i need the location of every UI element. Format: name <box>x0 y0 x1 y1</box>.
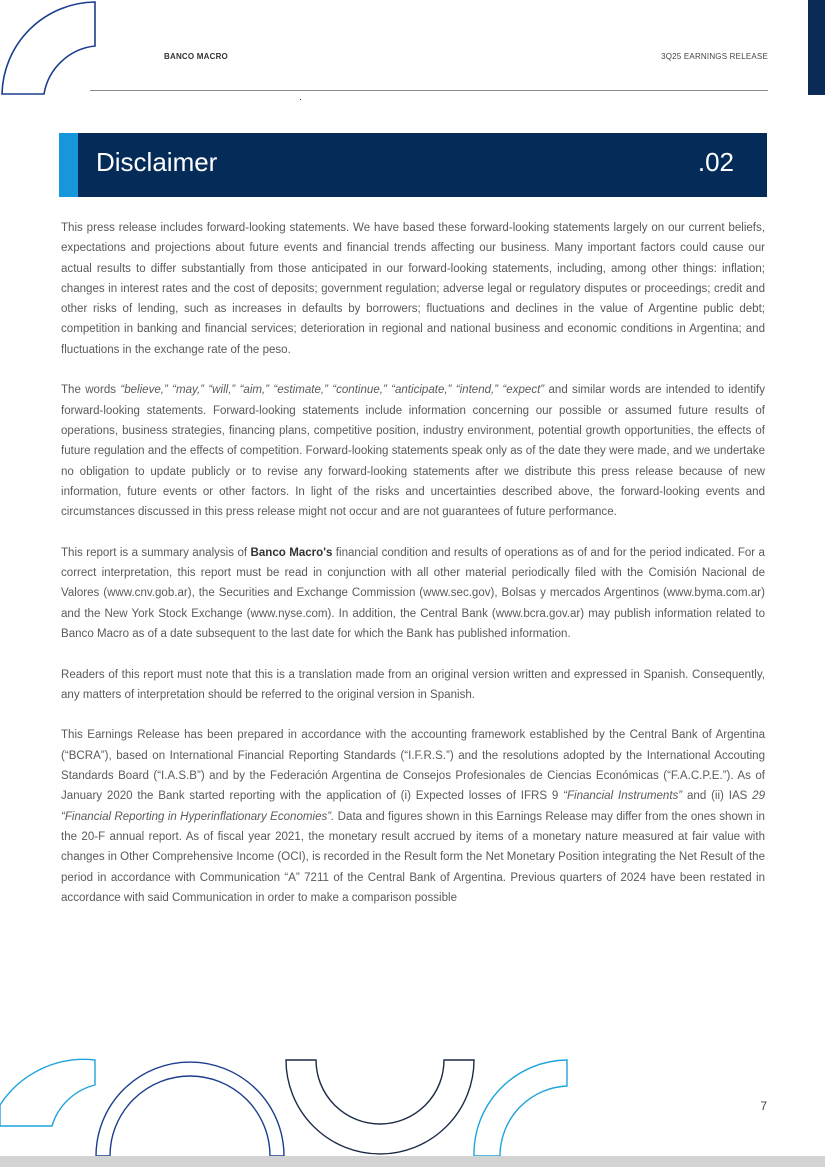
p3-intro: This report is a summary analysis of <box>61 546 251 559</box>
p5-italic-2: 29 “Financial Reporting in Hyperinflationary Economies”. <box>61 790 766 823</box>
bottom-arch-decoration <box>96 1062 284 1156</box>
paragraph-accounting <box>61 725 765 908</box>
p2-quoted-words: “believe,” “may,” “will,” “aim,” “estimate,” “continue,” “anticipate,” “intend,” “expect” <box>120 384 545 397</box>
p2-intro: The words <box>61 384 121 397</box>
bottom-right-arc-decoration <box>474 1060 567 1156</box>
p3-rest: financial condition and results of operations as of and for the period indicated. For a correct interpretation, this report must be read in conjunction with all other material periodically filed with the Comisión Nacional de Valores (www.cnv.gob.ar), the Securities and Exchange Commission (www.sec.gov), Bolsas y mercados Argentinos (www.byma.com.ar) and the New York Stock Exchange (www.nyse.com). In addition, the Central Bank (www.bcra.gov.ar) may publish information related to Banco Macro as of a date subsequent to the last date for which the Bank has published information. <box>61 546 765 640</box>
section-title-accent <box>59 133 78 197</box>
paragraph-words <box>61 380 765 522</box>
section-number: .02 <box>697 147 734 177</box>
p5-c: Data and figures shown in this Earnings Release may differ from the ones shown in the 20-F annual report. As of fiscal year 2021, the monetary result accrued by items of a monetary nature measured at fair value with changes in Other Comprehensive Income (OCI), is recorded in the Result form the Net Monetary Position integrating the Net Result of the period in accordance with Communication “A” 7211 of the Central Bank of Argentina. Previous quarters of 2024 have been restated in accordance with said Communication in order to make a comparison possible <box>61 810 765 904</box>
section-title: Disclaimer <box>96 147 218 177</box>
report-label: 3Q25 EARNINGS RELEASE <box>661 52 768 61</box>
p5-a: This Earnings Release has been prepared in accordance with the accounting framework established by the Central Bank of Argentina (“BCRA”), based on International Financial Reporting Standards (“I.F.R.S.”) and the resolutions adopted by the International Accouting Standards Board (“I.A.S.B”) and by the Federación Argentina de Consejos Profesionales de Ciencias Económicas (“F.A.C.P.E.”). As of January 2020 the Bank started reporting with the application of (i) Expected losses of IFRS 9 <box>61 729 765 803</box>
paragraph-summary <box>61 543 765 644</box>
bottom-bowl-decoration <box>286 1060 474 1154</box>
company-name: BANCO MACRO <box>164 52 228 61</box>
p3-bank-name: Banco Macro's <box>250 546 333 559</box>
p5-b: and (ii) IAS <box>682 790 753 803</box>
footer-band <box>0 1156 825 1167</box>
header-dot <box>300 99 301 100</box>
paragraph-translation: Readers of this report must note that this is a translation made from an original version written and expressed in Spanish. Consequently, any matters of interpretation should be referred to the original version in Spanish. <box>61 668 765 701</box>
disclaimer-body <box>61 218 765 928</box>
page-number: 7 <box>760 1099 767 1113</box>
p2-rest: and similar words are intended to identify forward-looking statements. Forward-looking statements include information concerning our possible or assumed future results of operations, business strategies, financing plans, competitive position, industry environment, potential growth opportunities, the effects of future regulation and the effects of competition. Forward-looking statements speak only as of the date they were made, and we undertake no obligation to update publicly or to revise any forward-looking statements after we distribute this press release because of new information, future events or other factors. In light of the risks and uncertainties described above, the forward-looking events and circumstances discussed in this press release might not occur and are not guarantees of future performance. <box>61 384 765 519</box>
p5-italic-1: “Financial Instruments” <box>563 790 683 803</box>
paragraph-forward-looking: This press release includes forward-looking statements. We have based these forward-looking statements largely on our current beliefs, expectations and projections about future events and financial trends affecting our business. Many important factors could cause our actual results to differ substantially from those anticipated in our forward-looking statements, including, among other things: inflation; changes in interest rates and the cost of deposits; government regulation; adverse legal or regulatory disputes or proceedings; credit and other risks of lending, such as increases in defaults by borrowers; fluctuations and declines in the value of Argentine public debt; competition in banking and financial services; deterioration in regional and national business and economic conditions in Argentina; and fluctuations in the exchange rate of the peso. <box>61 222 765 356</box>
bottom-left-arc-decoration <box>0 1059 95 1126</box>
side-tab-marker <box>808 0 825 95</box>
header-divider <box>90 90 768 91</box>
top-left-arc-decoration <box>2 2 95 94</box>
